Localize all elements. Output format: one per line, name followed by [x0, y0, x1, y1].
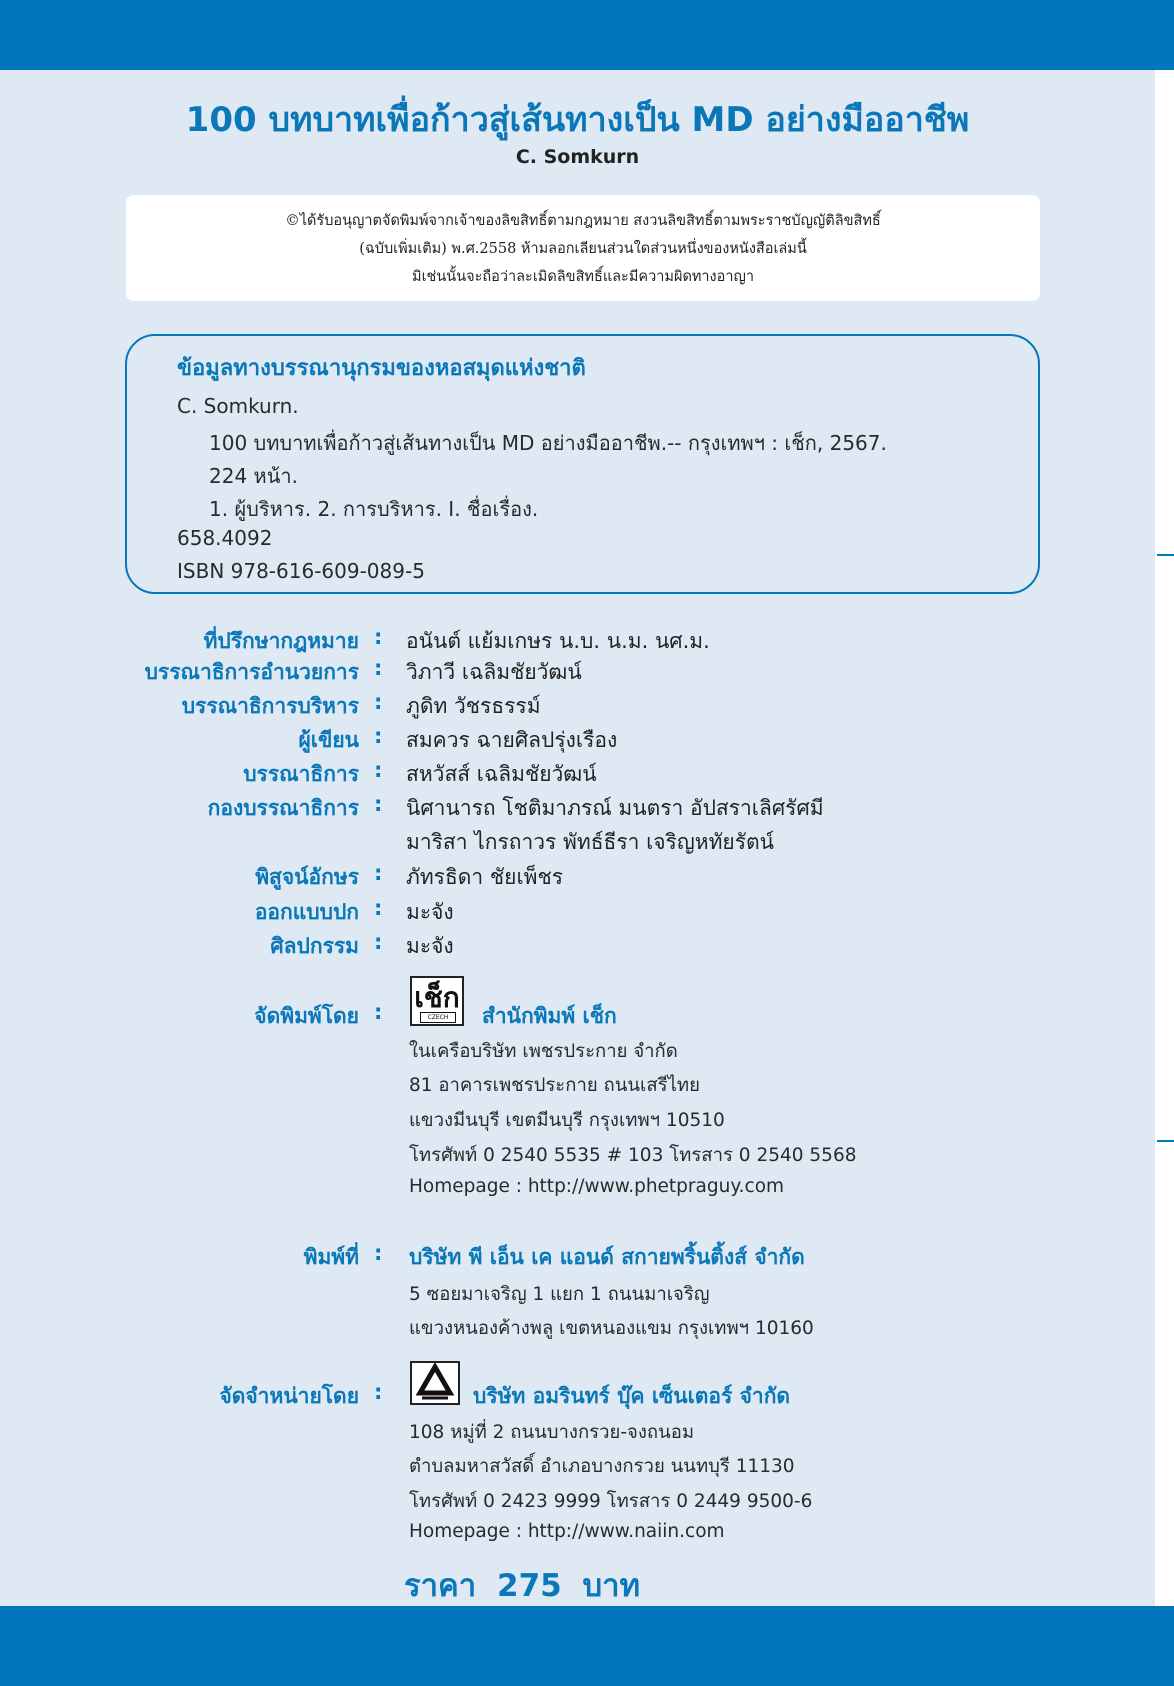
- edge-tick: [1157, 554, 1174, 556]
- credit-label: พิสูจน์อักษร: [255, 865, 359, 889]
- credit-value: มะจัง: [406, 900, 454, 924]
- printer-line: 5 ซอยมาเจริญ 1 แยก 1 ถนนมาเจริญ: [409, 1284, 710, 1305]
- credit-value-continued: มาริสา ไกรถาวร พัทธ์ธีรา เจริญหทัยรัตน์: [406, 830, 774, 854]
- printer-line: แขวงหนองค้างพลู เขตหนองแขม กรุงเทพฯ 10160: [409, 1318, 814, 1339]
- credit-colon: :: [374, 1241, 383, 1265]
- cataloging-line: 658.4092: [177, 526, 273, 550]
- credit-value: อนันต์ แย้มเกษร น.บ. น.ม. นศ.ม.: [406, 629, 710, 653]
- publisher-line: โทรศัพท์ 0 2540 5535 # 103 โทรสาร 0 2540 5568: [409, 1145, 857, 1166]
- czech-logo-icon: เช็ก CZECH: [410, 976, 464, 1026]
- bottom-color-band: [0, 1606, 1174, 1686]
- credit-colon: :: [374, 758, 383, 782]
- credit-label: ผู้เขียน: [298, 728, 359, 752]
- book-price: ราคา 275 บาท: [404, 1568, 641, 1604]
- credit-colon: :: [374, 656, 383, 680]
- credit-colon: :: [374, 690, 383, 714]
- cataloging-line: 224 หน้า.: [209, 464, 298, 488]
- publisher-line: 81 อาคารเพชรประกาย ถนนเสรีไทย: [409, 1075, 700, 1096]
- credit-label: บรรณาธิการอำนวยการ: [144, 660, 359, 684]
- printer-label: พิมพ์ที่: [303, 1245, 359, 1269]
- copyright-notice: [126, 195, 1040, 301]
- cataloging-box: [125, 334, 1040, 594]
- publisher-line: แขวงมีนบุรี เขตมีนบุรี กรุงเทพฯ 10510: [409, 1110, 725, 1131]
- copyright-line: มิเช่นนั้นจะถือว่าละเมิดลิขสิทธิ์และมีความผิดทางอาญา: [412, 269, 754, 285]
- credit-colon: :: [374, 792, 383, 816]
- amarin-logo-icon: [410, 1361, 460, 1405]
- publisher-label: จัดพิมพ์โดย: [254, 1004, 359, 1028]
- credit-colon: :: [374, 896, 383, 920]
- credit-value: มะจัง: [406, 934, 454, 958]
- credit-colon: :: [374, 625, 383, 649]
- credit-label: ศิลปกรรม: [270, 934, 359, 958]
- credit-value: วิภาวี เฉลิมชัยวัฒน์: [406, 660, 582, 684]
- credit-value: นิศานารถ โชติมาภรณ์ มนตรา อัปสราเลิศรัศมี: [406, 796, 824, 820]
- credit-value: ภัทรธิดา ชัยเพ็ชร: [406, 865, 563, 889]
- credit-colon: :: [374, 1000, 383, 1024]
- credit-label: บรรณาธิการบริหาร: [181, 694, 359, 718]
- credit-label: ออกแบบปก: [254, 900, 359, 924]
- book-author: C. Somkurn: [515, 146, 640, 168]
- credit-label: ที่ปรึกษากฎหมาย: [203, 629, 359, 653]
- cataloging-line: ISBN 978-616-609-089-5: [177, 559, 425, 583]
- credit-label: บรรณาธิการ: [243, 762, 359, 786]
- book-title: 100 บทบาทเพื่อก้าวสู่เส้นทางเป็น MD อย่างมืออาชีพ: [185, 100, 970, 140]
- cataloging-line: 100 บทบาทเพื่อก้าวสู่เส้นทางเป็น MD อย่างมืออาชีพ.-- กรุงเทพฯ : เช็ก, 2567.: [209, 431, 887, 455]
- distributor-homepage: Homepage : http://www.naiin.com: [409, 1521, 725, 1542]
- credit-colon: :: [374, 1380, 383, 1404]
- credit-colon: :: [374, 930, 383, 954]
- credit-colon: :: [374, 724, 383, 748]
- credit-colon: :: [374, 861, 383, 885]
- publisher-line: ในเครือบริษัท เพชรประกาย จำกัด: [409, 1041, 678, 1062]
- distributor-line: 108 หมู่ที่ 2 ถนนบางกรวย-จงถนอม: [409, 1422, 695, 1443]
- copyright-line: (ฉบับเพิ่มเติม) พ.ศ.2558 ห้ามลอกเลียนส่วนใดส่วนหนึ่งของหนังสือเล่มนี้: [359, 241, 807, 257]
- cataloging-heading: ข้อมูลทางบรรณานุกรมของหอสมุดแห่งชาติ: [177, 356, 586, 381]
- credit-value: สหวัสส์ เฉลิมชัยวัฒน์: [406, 762, 597, 786]
- cataloging-line: 1. ผู้บริหาร. 2. การบริหาร. I. ชื่อเรื่อง.: [209, 497, 539, 521]
- edge-tick: [1157, 1140, 1174, 1142]
- credit-label: กองบรรณาธิการ: [207, 796, 359, 820]
- credit-value: สมควร ฉายศิลปรุ่งเรือง: [406, 728, 618, 752]
- cataloging-line: C. Somkurn.: [177, 394, 299, 418]
- distributor-name: บริษัท อมรินทร์ บุ๊ค เซ็นเตอร์ จำกัด: [473, 1384, 791, 1408]
- copyright-line: ©ได้รับอนุญาตจัดพิมพ์จากเจ้าของลิขสิทธิ์ตามกฎหมาย สงวนลิขสิทธิ์ตามพระราชบัญญัติลิขสิทธิ์: [285, 213, 881, 229]
- publisher-homepage: Homepage : http://www.phetpraguy.com: [409, 1176, 785, 1197]
- publisher-name: สำนักพิมพ์ เช็ก: [482, 1004, 617, 1028]
- distributor-line: ตำบลมหาสวัสดิ์ อำเภอบางกรวย นนทบุรี 11130: [409, 1456, 795, 1477]
- credit-value: ภูดิท วัชรธรรม์: [406, 694, 541, 718]
- distributor-line: โทรศัพท์ 0 2423 9999 โทรสาร 0 2449 9500-6: [409, 1491, 813, 1512]
- printer-name: บริษัท พี เอ็น เค แอนด์ สกายพริ้นติ้งส์ จำกัด: [409, 1245, 805, 1269]
- distributor-label: จัดจำหน่ายโดย: [219, 1384, 359, 1408]
- top-color-band: [0, 0, 1174, 70]
- right-edge-strip: [1155, 70, 1174, 1606]
